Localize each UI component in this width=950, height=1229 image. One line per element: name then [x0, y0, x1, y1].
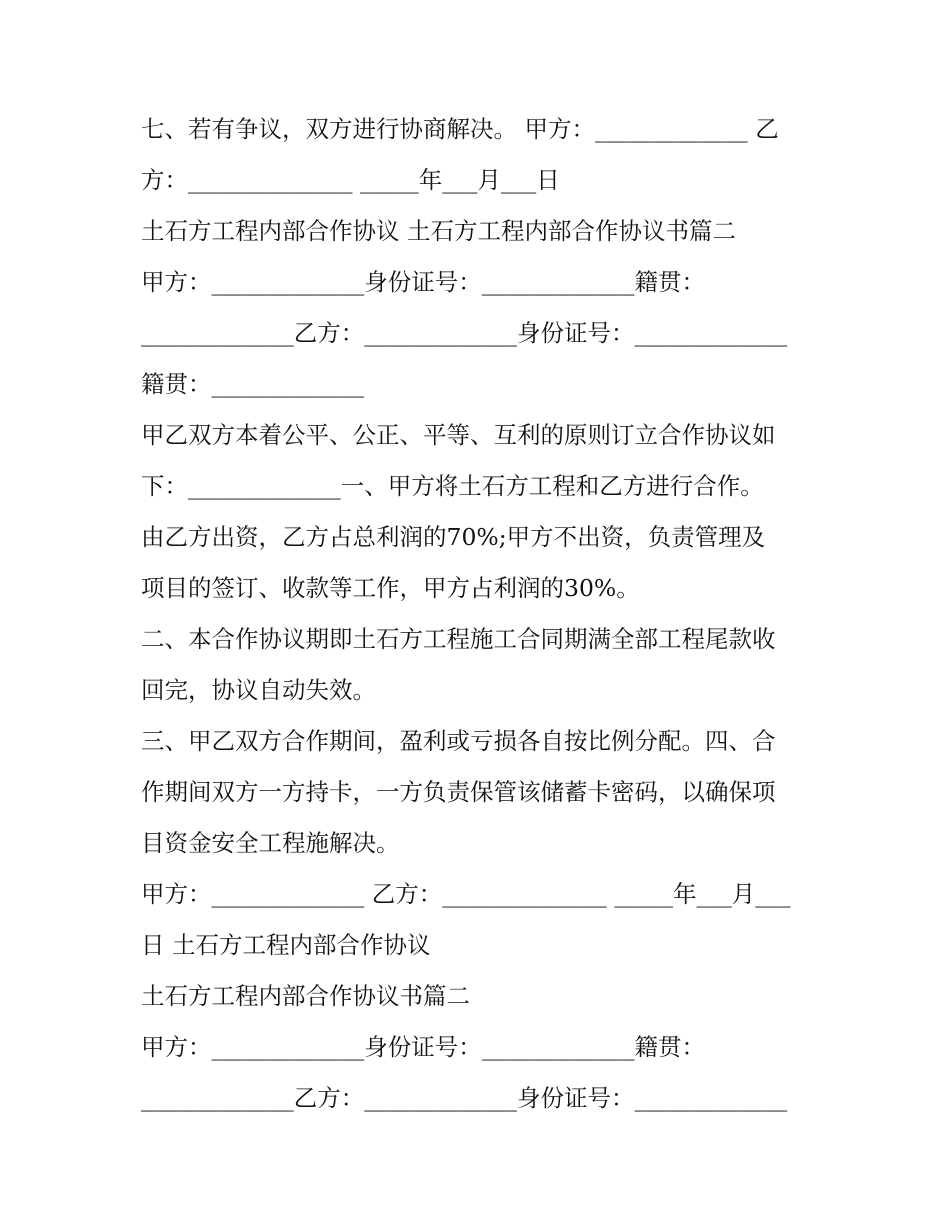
text-line-3: 土石方工程内部合作协议 土石方工程内部合作协议书篇二 — [141, 217, 736, 245]
text-line-20: _____________乙方：_____________身份证号：_____________ — [141, 1084, 788, 1112]
text-line-6: 籍贯：_____________ — [141, 370, 365, 398]
text-line-1: 七、若有争议，双方进行协商解决。 甲方：_____________ 乙 — [141, 115, 779, 143]
text-line-7: 甲乙双方本着公平、公正、平等、互利的原则订立合作协议如 — [141, 421, 776, 449]
text-line-4: 甲方：_____________身份证号：_____________籍贯： — [141, 268, 705, 296]
text-line-12: 回完，协议自动失效。 — [141, 676, 376, 704]
text-line-2: 方：______________ _____年___月___日 — [141, 166, 560, 194]
text-line-9: 由乙方出资，乙方占总利润的70%;甲方不出资，负责管理及 — [141, 523, 766, 551]
text-line-18: 土石方工程内部合作协议书篇二 — [141, 982, 470, 1010]
text-line-11: 二、本合作协议期即土石方工程施工合同期满全部工程尾款收 — [141, 625, 776, 653]
text-line-19: 甲方：_____________身份证号：_____________籍贯： — [141, 1033, 705, 1061]
text-line-10: 项目的签订、收款等工作，甲方占利润的30%。 — [141, 574, 640, 602]
text-line-13: 三、甲乙双方合作期间，盈利或亏损各自按比例分配。四、合 — [141, 727, 776, 755]
text-line-14: 作期间双方一方持卡，一方负责保管该储蓄卡密码，以确保项 — [141, 778, 776, 806]
text-line-15: 目资金安全工程施解决。 — [141, 829, 400, 857]
text-line-17: 日 土石方工程内部合作协议 — [141, 931, 431, 959]
document-body — [141, 104, 813, 1124]
text-line-8: 下：_____________一、甲方将土石方工程和乙方进行合作。 — [141, 472, 764, 500]
text-line-5: _____________乙方：_____________身份证号：_____________ — [141, 319, 788, 347]
text-line-16: 甲方：_____________ 乙方：______________ _____年___月___ — [141, 880, 791, 908]
